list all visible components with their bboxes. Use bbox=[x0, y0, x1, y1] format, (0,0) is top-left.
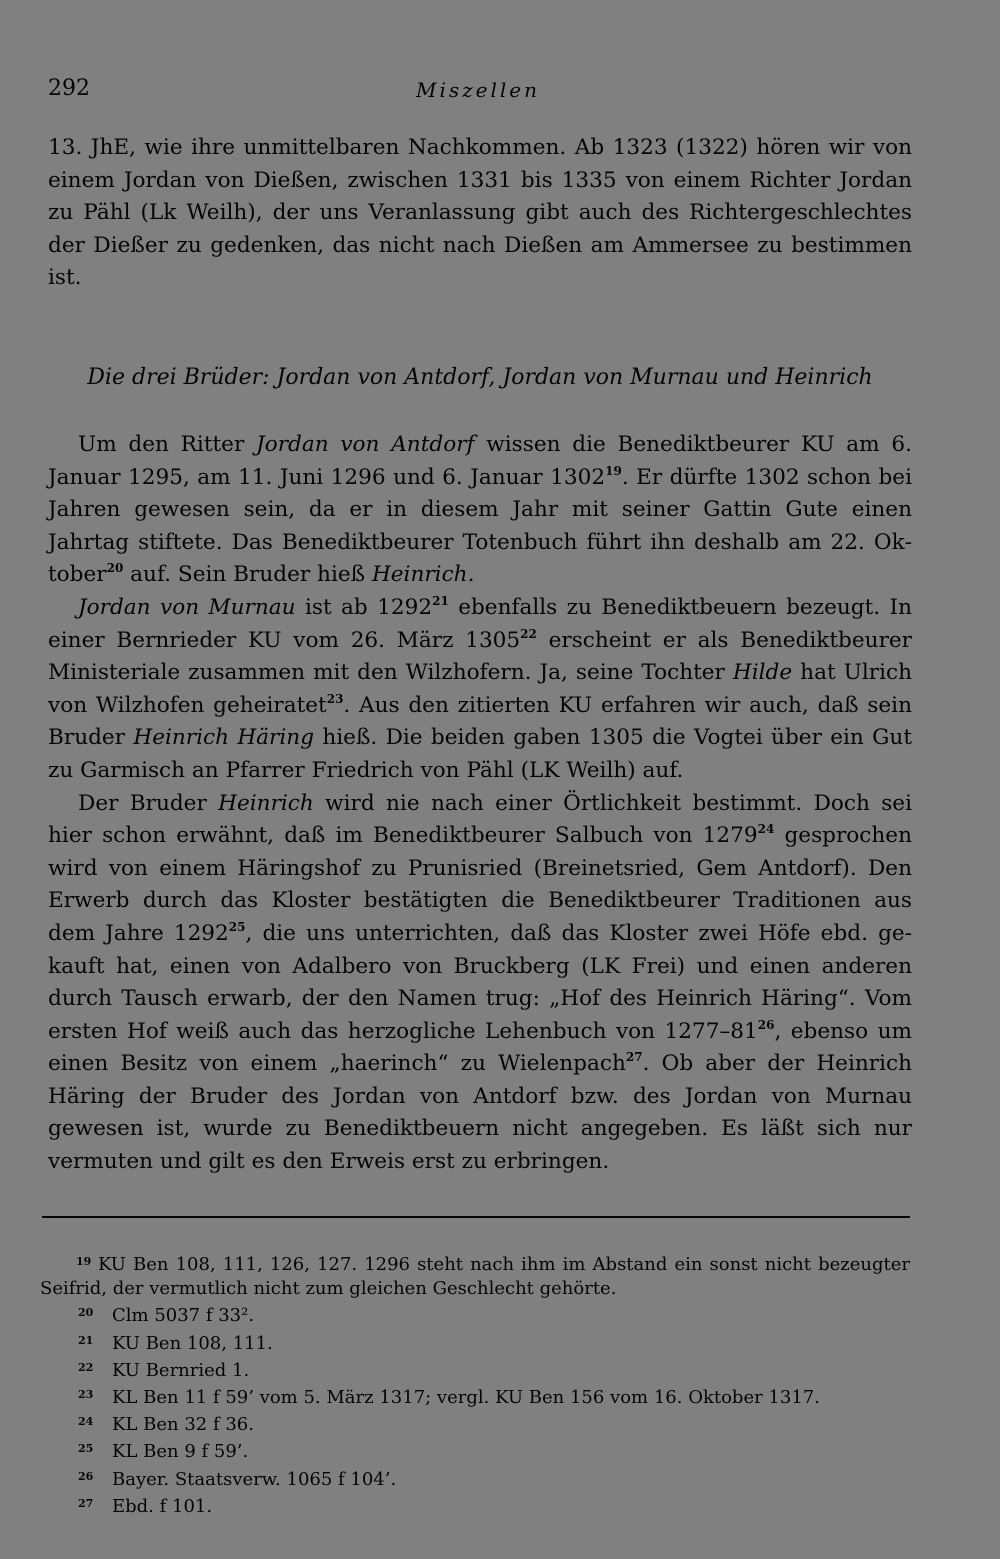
intro-paragraph-block bbox=[48, 132, 912, 295]
text-run: auf. Sein Bruder hieß bbox=[123, 562, 372, 588]
italic-name: Jordan von Murnau bbox=[78, 594, 296, 620]
footnote-text: KL Ben 11 f 59’ vom 5. März 1317; vergl. KU Ben 156 vom 16. Oktober 1317. bbox=[112, 1387, 820, 1409]
text-run: hat Ulrich von Wilzhofen geheiratet bbox=[48, 660, 912, 718]
text-run: Um den Ritter bbox=[78, 432, 257, 457]
footnote-mark: 22 bbox=[78, 1360, 94, 1374]
text-run: . Er dürfte 1302 schon bei Jahren gewesen sein, da er in diesem Jahr mit seiner Gattin Gute einen Jahrtag stiftete. Das Benediktbeurer Totenbuch führt ihn deshalb am 22. Oktober bbox=[48, 464, 912, 588]
footnote-ref: 21 bbox=[432, 593, 449, 608]
footnote-text: Clm 5037 f 33². bbox=[112, 1305, 255, 1327]
footnote-text: KL Ben 9 f 59’. bbox=[112, 1441, 249, 1463]
paragraph-murnau bbox=[48, 592, 912, 788]
text-run: hieß. Die beiden gaben 1305 die Vogtei über ein Gut zu Garmisch an Pfarrer Friedrich von Pähl (LK Weilh) auf. bbox=[48, 725, 912, 783]
italic-name: Heinrich. bbox=[371, 562, 475, 588]
text-run: gesprochen wird von einem Häringshof zu Prunisried (Breinetsried, Gem Antdorf). Den Erwerb durch das Kloster bestätigten die Benediktbeurer Traditionen aus dem Jahre 1292 bbox=[48, 823, 912, 946]
footnote-mark: 21 bbox=[78, 1333, 94, 1347]
footnote-ref: 23 bbox=[326, 691, 344, 706]
intro-paragraph: 13. JhE, wie ihre unmittelbaren Nachkommen. Ab 1323 (1322) hören wir von einem Jordan von Dießen, zwischen 1331 bis 1335 von einem Richter Jordan zu Pähl (Lk Weilh), der uns Veranlassung gibt auch des Richtergeschlechtes der Dießer zu gedenken, das nicht nach Dießen am Ammersee zu bestimmen ist. bbox=[48, 135, 912, 291]
section-heading: Die drei Brüder: Jordan von Antdorf, Jordan von Murnau und Heinrich bbox=[87, 365, 873, 390]
footnote-19 bbox=[40, 1250, 910, 1301]
footnote-ref: 27 bbox=[625, 1050, 643, 1065]
page-header bbox=[48, 76, 908, 108]
footnote-26 bbox=[40, 1465, 910, 1492]
running-title: Miszellen bbox=[415, 78, 541, 102]
footnote-27 bbox=[40, 1492, 910, 1519]
italic-name: Jordan von Antdorf bbox=[256, 432, 475, 457]
italic-name: Hilde bbox=[732, 660, 793, 686]
footnote-mark: 23 bbox=[78, 1388, 94, 1402]
footnote-text: KU Bernried 1. bbox=[112, 1359, 250, 1381]
text-run: . Aus den zitierten KU erfahren wir auch, daß sein Bruder bbox=[48, 692, 912, 751]
footnote-mark: 26 bbox=[78, 1469, 94, 1483]
italic-name: Heinrich bbox=[218, 790, 314, 816]
footnote-22 bbox=[40, 1356, 910, 1383]
paragraph-antdorf bbox=[48, 429, 912, 592]
footnote-ref: 22 bbox=[520, 626, 537, 641]
text-run: erscheint er als Benediktbeurer Ministeriale zusammen mit den Wilzhofern. Ja, seine Tochter bbox=[48, 627, 912, 686]
footnote-divider bbox=[42, 1216, 910, 1218]
text-run: , die uns unterrichten, daß das Kloster zwei Höfe ebd. gekauft hat, einen von Adalbero von Bruckberg (LK Frei) und einen anderen durch Tausch erwarb, der den Namen trug: „Hof des Heinrich Häring“. Vom ersten Hof weiß auch das herzogliche Lehenbuch von 1277–81 bbox=[48, 920, 912, 1044]
footnote-ref: 24 bbox=[757, 822, 775, 837]
footnote-24 bbox=[40, 1410, 910, 1437]
text-run: wissen die Benediktbeurer KU am 6. Januar 1295, am 11. Juni 1296 und 6. Januar 1302 bbox=[48, 432, 912, 490]
text-run: wird nie nach einer Örtlichkeit bestimmt. Doch sei hier schon erwähnt, daß im Benediktbeurer Salbuch von 1279 bbox=[48, 790, 912, 849]
footnote-mark: 25 bbox=[78, 1442, 94, 1456]
page-number: 292 bbox=[48, 76, 90, 101]
footnote-text: KL Ben 32 f 36. bbox=[112, 1414, 254, 1436]
footnote-text: KU Ben 108, 111, 126, 127. 1296 steht nach ihm im Abstand ein sonst nicht bezeugter Seifrid, der vermutlich nicht zum gleichen Geschlecht gehörte. bbox=[40, 1254, 910, 1300]
footnotes bbox=[40, 1250, 910, 1519]
text-run: Der Bruder bbox=[78, 790, 219, 816]
footnote-20 bbox=[40, 1301, 910, 1328]
text-run: . Ob aber der Heinrich Häring der Bruder des Jordan von Antdorf bzw. des Jordan von Murnau gewesen ist, wurde zu Benediktbeuern nicht angegeben. Es läßt sich nur vermuten und gilt es den Erweis erst zu erbringen. bbox=[48, 1051, 912, 1175]
italic-name: Heinrich Häring bbox=[133, 725, 315, 751]
footnote-text: Ebd. f 101. bbox=[112, 1495, 213, 1517]
footnote-21 bbox=[40, 1329, 910, 1356]
footnote-ref: 25 bbox=[228, 919, 246, 934]
paragraph-heinrich bbox=[48, 788, 912, 1179]
footnote-mark: 19 bbox=[76, 1255, 92, 1268]
footnote-mark: 20 bbox=[78, 1306, 94, 1320]
footnote-mark: 27 bbox=[78, 1496, 94, 1510]
footnote-ref: 26 bbox=[757, 1017, 775, 1032]
text-run: ist ab 1292 bbox=[295, 594, 433, 620]
footnote-text: KU Ben 108, 111. bbox=[112, 1332, 273, 1354]
text-run: ebenfalls zu Benediktbeuern bezeugt. In einer Bernrieder KU vom 26. März 1305 bbox=[48, 594, 912, 653]
text-run: , ebenso um einen Besitz von einem „haerinch“ zu Wielenpach bbox=[48, 1018, 912, 1077]
footnote-ref: 20 bbox=[106, 561, 124, 576]
section-body bbox=[48, 429, 912, 1179]
footnote-23 bbox=[40, 1383, 910, 1410]
footnote-ref: 19 bbox=[605, 463, 622, 478]
footnote-mark: 24 bbox=[78, 1415, 94, 1429]
footnote-text: Bayer. Staatsverw. 1065 f 104’. bbox=[112, 1468, 397, 1490]
footnote-25 bbox=[40, 1437, 910, 1464]
